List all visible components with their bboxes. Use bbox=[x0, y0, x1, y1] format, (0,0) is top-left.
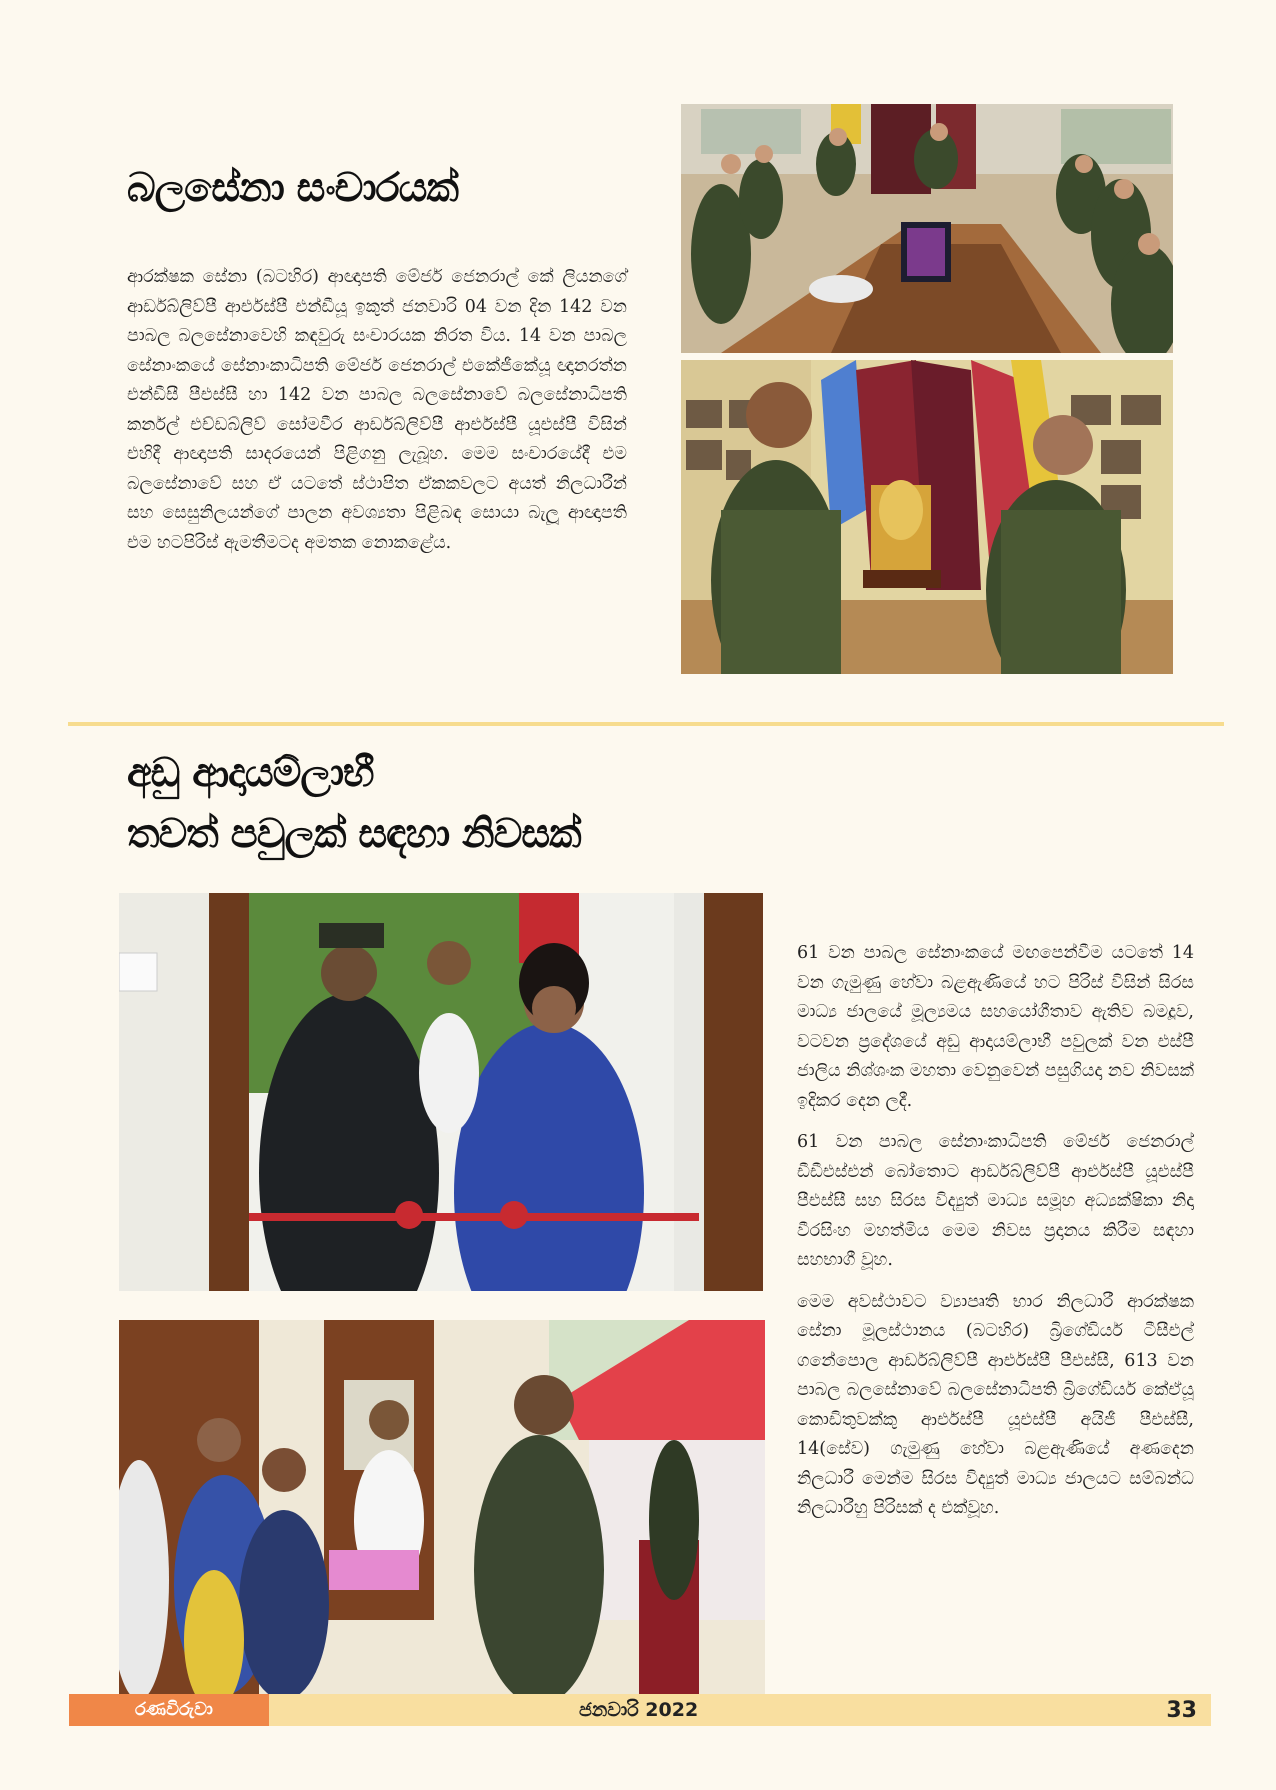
magazine-name: රණවිරුවා bbox=[69, 1694, 269, 1726]
article2-paragraph-2: 61 වන පාබල සේනාංකාධිපති මේජර් ජෙනරාල් ඩීඩීඑස්එන් බෝතොට ආර්ඩබ්ලිව්පී ආර්එස්පී යූඑස්පී පීඑස්සී සහ සිරස විද්‍යුත් මාධ්‍ය සමූහ අධ්‍යක්ෂිකා නිදා වීරසිංහ මහත්මිය මෙම නිවස ප්‍රදානය කිරීම සඳහා සහභාගී වූහ. bbox=[797, 1132, 1194, 1270]
page-footer bbox=[69, 1694, 1211, 1726]
article1-paragraph: ආරක්ෂක සේනා (බටහිර) ආඥාපති මේජර් ජෙනරාල් කේ ලියනගේ ආර්ඩබ්ලිව්පී ආර්එස්පී එන්ඩීයූ ඉකුත් ජනවාරි 04 වන දින 142 වන පාබල බලසේනාවෙහි කඳවුරු සංචාරයක නිරත විය. 14 වන පාබල සේනාංකයේ සේනාංකාධිපති මේජර් ජෙනරාල් එකේජීකේයූ ඥානරත්න එන්ඩීසී පීඑස්සී හා 142 වන පාබල බලසේනාවේ බලසේනාධිපති කර්නල් එච්ඩබ්ලිව් සෝමවීර ආර්ඩබ්ලිව්පී ආර්එස්පී යූඑස්පී විසින් එහිදී ආඥාපති සාදරයෙන් පිළිගනු ලැබූහ. මෙම සංචාරයේදී එම බලසේනාවේ සහ ඒ යටතේ ස්ථාපිත ඒකකවලට අයත් නිලධාරීන් සහ සෙසුනිලයන්ගේ පාලන අවශ්‍යතා පිළිබඳ සොයා බැලූ ආඥාපති එම හටපිරිස් ඇමතීමටද අමතක නොකළේය. bbox=[127, 267, 627, 553]
article2-title-line2: තවත් පවුලක් සඳහා නිවසක් bbox=[127, 811, 581, 857]
meeting-room-photo bbox=[681, 104, 1173, 353]
article2-body bbox=[797, 939, 1194, 1536]
article1-body bbox=[127, 263, 627, 570]
page-number: 33 bbox=[1166, 1698, 1197, 1723]
ribbon-cutting-photo bbox=[119, 893, 763, 1291]
award-presentation-photo bbox=[681, 360, 1173, 674]
issue-date: ජනවාරි 2022 bbox=[579, 1699, 699, 1721]
article2-paragraph-1: 61 වන පාබල සේනාංකයේ මඟපෙන්වීම යටතේ 14 වන ගැමුණු හේවා බළඇණියේ හට පිරිස් විසින් සිරස මාධ්‍ය ජාලයේ මූල්‍යමය සහයෝගීතාව ඇතිව බමදූව, වටවන ප්‍රදේශයේ අඩු ආදායම්ලාභී පවුලක් වන එස්පී ජාලිය නිශ්ශංක මහතා වෙනුවෙන් පසුගියදා නව නිවසක් ඉදිකර දෙන ලදී. bbox=[797, 943, 1194, 1111]
section-divider bbox=[68, 722, 1224, 726]
article2-paragraph-3: මෙම අවස්ථාවට ව්‍යාපෘති භාර නිලධාරී ආරක්ෂක සේනා මූලස්ථානය (බටහිර) බ්‍රිගේඩියර් ටීසීඑල් ගනේපොල ආර්ඩබ්ලිව්පී ආර්එස්පී පීඑස්සී, 613 වන පාබල බලසේනාවේ බලසේනාධිපති බ්‍රිගේඩියර් කේඒයූ කොඩිතුවක්කු ආර්එස්පී යූඑස්පී අයිජී පීඑස්සී, 14(සේව) ගැමුණු හේවා බළඇණියේ අණදෙන නිලධාරී මෙන්ම සිරස විද්‍යුත් මාධ්‍ය ජාලයට සම්බන්ධ නිලධාරීහු පිරිසක් ද එක්වූහ. bbox=[797, 1291, 1194, 1518]
house-handover-photo bbox=[119, 1320, 765, 1694]
article1-title: බලසේනා සංචාරයක් bbox=[127, 165, 458, 211]
article2-title-line1: අඩු ආදායම්ලාභී bbox=[127, 750, 374, 796]
